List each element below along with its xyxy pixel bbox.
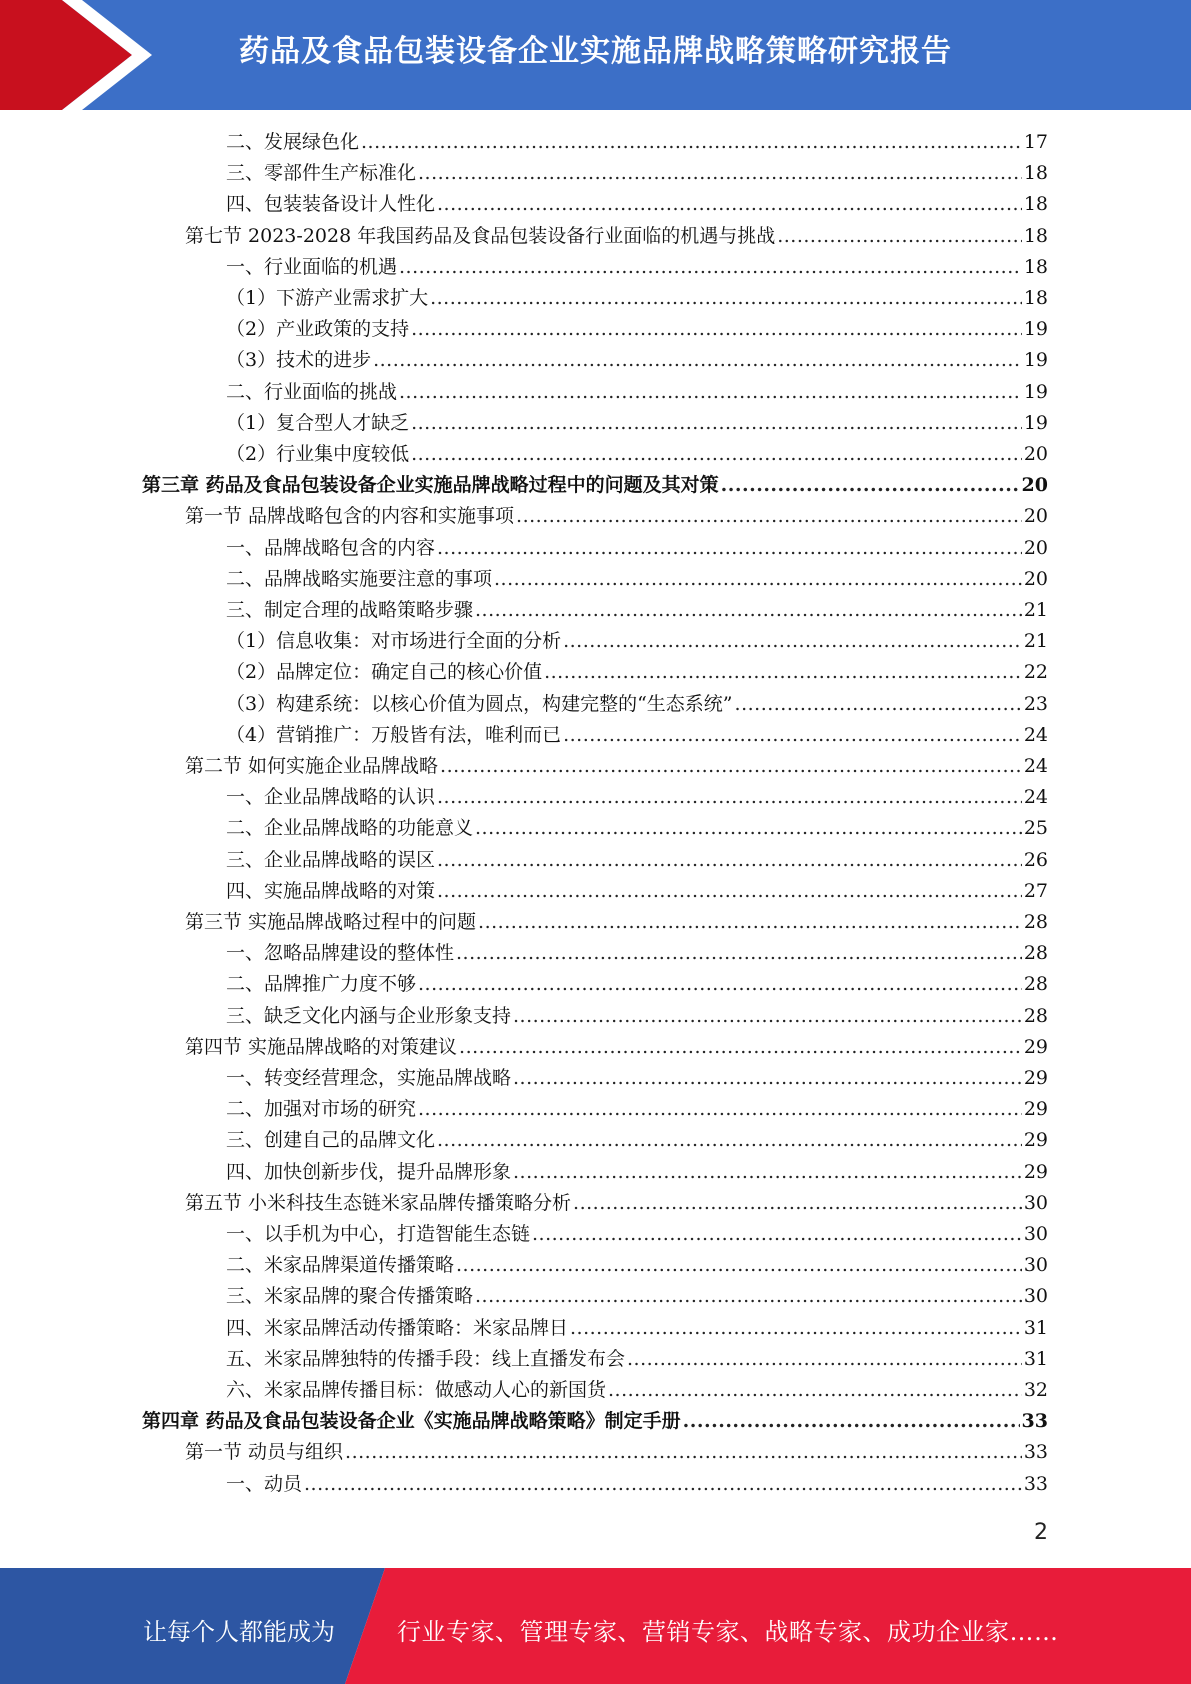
- toc-entry-title: 六、米家品牌传播目标：做感动人心的新国货: [226, 1379, 607, 1401]
- toc-entry-page: 19: [1023, 380, 1048, 403]
- footer-banner: [0, 1568, 1191, 1684]
- toc-entry-page: 30: [1023, 1285, 1048, 1308]
- toc-entry[interactable]: [226, 1313, 1048, 1344]
- toc-entry[interactable]: [185, 907, 1048, 938]
- toc-entry-page: 20: [1023, 443, 1048, 465]
- toc-dot-leader: [437, 876, 1022, 907]
- toc-dot-leader: [544, 657, 1022, 688]
- toc-entry-page: 25: [1023, 817, 1048, 840]
- toc-entry-title: 二、加强对市场的研究: [226, 1098, 417, 1121]
- toc-entry-page: 23: [1023, 692, 1048, 715]
- toc-entry-title: （3）技术的进步: [226, 349, 372, 372]
- toc-entry-title: （3）构建系统：以核心价值为圆点，构建完整的“生态系统”: [226, 692, 733, 715]
- toc-entry[interactable]: [226, 1469, 1048, 1500]
- toc-entry[interactable]: [226, 626, 1048, 657]
- toc-entry-title: 第四节 实施品牌战略的对策建议: [185, 1035, 458, 1058]
- toc-entry-page: 29: [1023, 1098, 1048, 1121]
- toc-entry[interactable]: [226, 876, 1048, 907]
- toc-entry-title: 二、品牌推广力度不够: [226, 973, 417, 996]
- toc-entry-page: 22: [1023, 661, 1048, 684]
- toc-entry-title: 二、企业品牌战略的功能意义: [226, 817, 474, 840]
- toc-entry[interactable]: [226, 1157, 1048, 1188]
- toc-entry-title: （1）信息收集：对市场进行全面的分析: [226, 630, 562, 653]
- toc-entry[interactable]: [226, 1094, 1048, 1125]
- toc-dot-leader: [418, 158, 1022, 189]
- toc-entry[interactable]: [226, 1063, 1048, 1094]
- toc-entry[interactable]: [226, 345, 1048, 376]
- toc-entry-page: 21: [1023, 599, 1048, 621]
- toc-dot-leader: [475, 1281, 1022, 1312]
- toc-entry[interactable]: [226, 938, 1048, 969]
- toc-entry[interactable]: [185, 751, 1048, 782]
- toc-dot-leader: [563, 626, 1022, 657]
- toc-entry[interactable]: [226, 439, 1048, 470]
- toc-entry-page: 21: [1023, 630, 1048, 653]
- toc-entry-page: 18: [1023, 193, 1048, 216]
- toc-entry-title: 一、转变经营理念，实施品牌战略: [226, 1067, 512, 1089]
- toc-entry[interactable]: [185, 1032, 1048, 1063]
- toc-entry[interactable]: [185, 501, 1048, 532]
- toc-dot-leader: [735, 689, 1022, 720]
- toc-entry-title: 一、品牌战略包含的内容: [226, 536, 436, 559]
- toc-entry-title: 三、米家品牌的聚合传播策略: [226, 1285, 474, 1308]
- toc-entry-title: 第三章 药品及食品包装设备企业实施品牌战略过程中的问题及其对策: [142, 474, 719, 497]
- toc-dot-leader: [608, 1375, 1022, 1406]
- toc-entry[interactable]: [226, 813, 1048, 844]
- toc-entry[interactable]: [185, 1188, 1048, 1219]
- toc-entry-title: 二、米家品牌渠道传播策略: [226, 1254, 455, 1277]
- toc-entry-page: 33: [1021, 1410, 1048, 1433]
- toc-entry-title: 二、发展绿色化: [226, 131, 360, 153]
- toc-dot-leader: [437, 533, 1022, 564]
- toc-entry-title: 三、零部件生产标准化: [226, 162, 417, 185]
- toc-entry-page: 29: [1023, 1067, 1048, 1089]
- toc-dot-leader: [437, 782, 1022, 813]
- toc-dot-leader: [777, 221, 1022, 252]
- header-bar: [0, 0, 1191, 110]
- toc-entry-title: （4）营销推广：万般皆有法，唯利而已: [226, 723, 562, 746]
- toc-entry-title: 第三节 实施品牌战略过程中的问题: [185, 911, 477, 933]
- toc-entry-page: 20: [1023, 505, 1048, 528]
- toc-entry-title: 四、包装装备设计人性化: [226, 193, 436, 216]
- toc-entry-title: 第五节 小米科技生态链米家品牌传播策略分析: [185, 1191, 572, 1214]
- toc-entry-page: 18: [1023, 255, 1048, 278]
- toc-entry-title: 三、创建自己的品牌文化: [226, 1129, 436, 1152]
- toc-entry-page: 29: [1023, 1035, 1048, 1058]
- toc-dot-leader: [573, 1188, 1022, 1219]
- toc-dot-leader: [411, 439, 1022, 470]
- toc-dot-leader: [304, 1469, 1022, 1500]
- toc-dot-leader: [345, 1437, 1022, 1468]
- toc-dot-leader: [411, 314, 1022, 345]
- toc-dot-leader: [494, 564, 1022, 595]
- toc-entry-page: 30: [1023, 1223, 1048, 1245]
- toc-entry[interactable]: [226, 595, 1048, 626]
- toc-entry-page: 28: [1023, 973, 1048, 996]
- toc-entry-page: 31: [1023, 1347, 1048, 1370]
- toc-dot-leader: [516, 501, 1022, 532]
- toc-entry-page: 28: [1023, 1004, 1048, 1027]
- toc-entry[interactable]: [226, 127, 1048, 158]
- toc-entry[interactable]: [226, 845, 1048, 876]
- toc-entry[interactable]: [226, 720, 1048, 751]
- toc-entry-title: 第一节 动员与组织: [185, 1441, 344, 1464]
- toc-entry-title: 第二节 如何实施企业品牌战略: [185, 755, 439, 777]
- toc-entry-page: 29: [1023, 1160, 1048, 1183]
- toc-entry-page: 33: [1023, 1441, 1048, 1464]
- toc-entry[interactable]: [226, 1281, 1048, 1312]
- toc-entry[interactable]: [185, 1437, 1048, 1468]
- toc-dot-leader: [456, 1250, 1022, 1281]
- toc-entry[interactable]: [226, 1250, 1048, 1281]
- toc-entry-title: （1）下游产业需求扩大: [226, 287, 429, 309]
- toc-dot-leader: [399, 252, 1022, 283]
- toc-entry-page: 18: [1023, 162, 1048, 185]
- toc-entry-title: 一、以手机为中心，打造智能生态链: [226, 1223, 531, 1245]
- toc-entry[interactable]: [226, 564, 1048, 595]
- toc-entry-page: 29: [1023, 1129, 1048, 1152]
- toc-entry-page: 28: [1023, 911, 1048, 933]
- toc-entry[interactable]: [226, 252, 1048, 283]
- toc-entry-title: 第四章 药品及食品包装设备企业《实施品牌战略策略》制定手册: [142, 1410, 681, 1433]
- toc-entry-page: 31: [1023, 1316, 1048, 1339]
- toc-entry-page: 27: [1023, 879, 1048, 902]
- toc-entry-title: 四、实施品牌战略的对策: [226, 879, 436, 902]
- toc-entry-page: 33: [1023, 1472, 1048, 1495]
- toc-entry-title: （2）品牌定位：确定自己的核心价值: [226, 661, 543, 684]
- toc-dot-leader: [513, 1157, 1022, 1188]
- toc-dot-leader: [570, 1313, 1022, 1344]
- toc-dot-leader: [437, 189, 1022, 220]
- toc-entry-page: 30: [1023, 1191, 1048, 1214]
- toc-dot-leader: [683, 1406, 1020, 1437]
- toc-dot-leader: [475, 595, 1022, 626]
- toc-dot-leader: [532, 1219, 1022, 1250]
- toc-entry-page: 17: [1023, 131, 1048, 153]
- toc-entry[interactable]: [142, 1406, 1048, 1437]
- toc-entry[interactable]: [142, 470, 1048, 501]
- toc-entry[interactable]: [226, 782, 1048, 813]
- toc-entry[interactable]: [226, 1219, 1048, 1250]
- toc-entry[interactable]: [226, 1001, 1048, 1032]
- toc-entry[interactable]: [226, 1375, 1048, 1406]
- toc-entry-title: 一、行业面临的机遇: [226, 255, 398, 278]
- toc-entry-title: 四、米家品牌活动传播策略：米家品牌日: [226, 1316, 569, 1339]
- toc-entry-title: 一、动员: [226, 1472, 303, 1495]
- toc-entry-page: 24: [1023, 755, 1048, 777]
- toc-entry[interactable]: [226, 1344, 1048, 1375]
- toc-entry[interactable]: [226, 189, 1048, 220]
- toc-entry-title: 一、忽略品牌建设的整体性: [226, 942, 455, 965]
- toc-entry-title: （1）复合型人才缺乏: [226, 411, 410, 434]
- toc-entry-page: 20: [1023, 567, 1048, 590]
- toc-dot-leader: [478, 907, 1022, 938]
- toc-entry-title: 二、行业面临的挑战: [226, 380, 398, 403]
- toc-entry-page: 19: [1023, 411, 1048, 434]
- toc-entry-title: 四、加快创新步伐，提升品牌形象: [226, 1160, 512, 1183]
- footer-slogan-right: 行业专家、管理专家、营销专家、战略专家、成功企业家……: [397, 1618, 1059, 1646]
- toc-entry-title: 三、缺乏文化内涵与企业形象支持: [226, 1004, 512, 1027]
- toc-entry[interactable]: [226, 314, 1048, 345]
- toc-dot-leader: [563, 720, 1022, 751]
- toc-entry-title: （2）产业政策的支持: [226, 318, 410, 341]
- toc-entry[interactable]: [226, 533, 1048, 564]
- toc-entry-page: 32: [1023, 1379, 1048, 1401]
- toc-entry-page: 18: [1023, 224, 1048, 247]
- toc-entry-page: 26: [1023, 848, 1048, 871]
- toc-entry[interactable]: [226, 1125, 1048, 1156]
- page-number: 2: [1034, 1520, 1048, 1545]
- toc-entry[interactable]: [226, 657, 1048, 688]
- toc-dot-leader: [721, 470, 1020, 501]
- toc-entry-page: 19: [1023, 349, 1048, 372]
- toc-dot-leader: [418, 969, 1022, 1000]
- toc-dot-leader: [437, 1125, 1022, 1156]
- toc-entry-page: 24: [1023, 786, 1048, 809]
- toc-entry[interactable]: [226, 377, 1048, 408]
- toc-entry-page: 28: [1023, 942, 1048, 965]
- toc-dot-leader: [440, 751, 1022, 782]
- toc-entry-page: 20: [1021, 474, 1048, 497]
- toc-entry[interactable]: [226, 408, 1048, 439]
- toc-dot-leader: [437, 845, 1022, 876]
- toc-entry-title: 五、米家品牌独特的传播手段：线上直播发布会: [226, 1347, 626, 1370]
- toc-dot-leader: [456, 938, 1022, 969]
- toc-entry[interactable]: [185, 221, 1048, 252]
- toc-dot-leader: [475, 813, 1022, 844]
- toc-entry-page: 19: [1023, 318, 1048, 341]
- toc-entry[interactable]: [226, 969, 1048, 1000]
- toc-entry-page: 20: [1023, 536, 1048, 559]
- document-title: 药品及食品包装设备企业实施品牌战略策略研究报告: [239, 34, 952, 69]
- toc-dot-leader: [373, 345, 1022, 376]
- toc-dot-leader: [411, 408, 1022, 439]
- toc-dot-leader: [459, 1032, 1022, 1063]
- toc-entry-title: 一、企业品牌战略的认识: [226, 786, 436, 809]
- toc-entry-title: 第七节 2023-2028 年我国药品及食品包装设备行业面临的机遇与挑战: [185, 224, 776, 247]
- toc-entry-title: 第一节 品牌战略包含的内容和实施事项: [185, 505, 515, 528]
- toc-entry-page: 18: [1023, 287, 1048, 309]
- toc-entry-title: 三、企业品牌战略的误区: [226, 848, 436, 871]
- toc-dot-leader: [399, 377, 1022, 408]
- toc-entry[interactable]: [226, 158, 1048, 189]
- toc-dot-leader: [627, 1344, 1022, 1375]
- toc-entry-page: 30: [1023, 1254, 1048, 1277]
- toc-entry-page: 24: [1023, 723, 1048, 746]
- toc-dot-leader: [513, 1001, 1022, 1032]
- toc-entry[interactable]: [226, 283, 1048, 314]
- toc-dot-leader: [418, 1094, 1022, 1125]
- toc-entry[interactable]: [226, 689, 1048, 720]
- toc-dot-leader: [430, 283, 1022, 314]
- toc-dot-leader: [361, 127, 1022, 158]
- toc-dot-leader: [513, 1063, 1022, 1094]
- toc-entry-title: 三、制定合理的战略策略步骤: [226, 599, 474, 621]
- toc-entry-title: 二、品牌战略实施要注意的事项: [226, 567, 493, 590]
- toc-entry-title: （2）行业集中度较低: [226, 443, 410, 465]
- footer-slogan-left: 让每个人都能成为: [143, 1618, 335, 1646]
